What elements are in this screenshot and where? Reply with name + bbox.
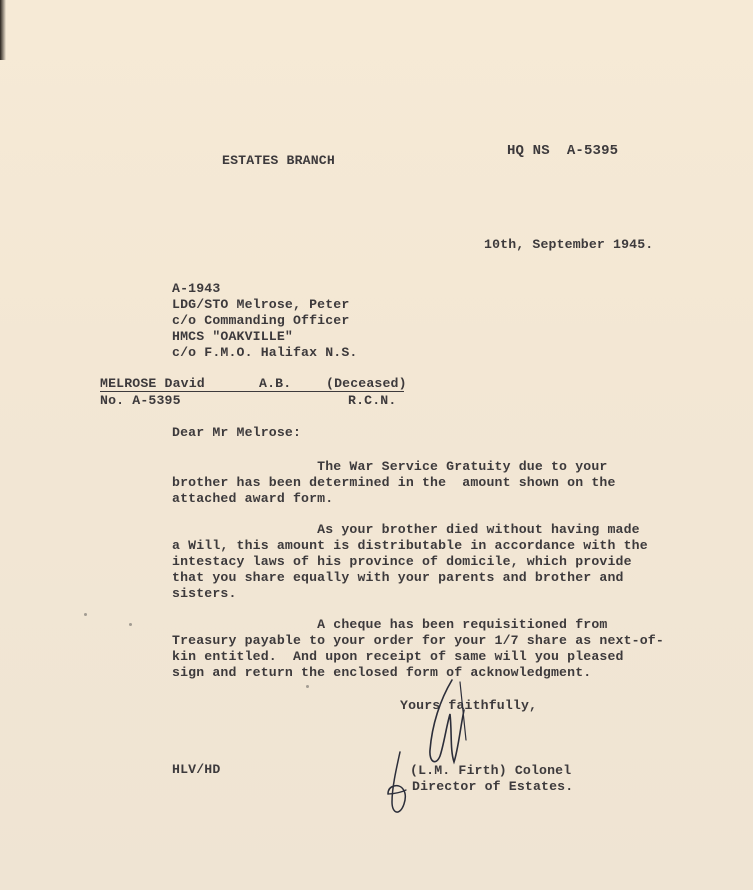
closing: Yours faithfully, [400, 698, 538, 713]
address-line: LDG/STO Melrose, Peter [172, 297, 350, 312]
body-line: attached award form. [172, 491, 334, 506]
signatory-name: (L.M. Firth) Colonel [410, 763, 572, 778]
address-line: c/o F.M.O. Halifax N.S. [172, 345, 358, 360]
body-line: A cheque has been requisitioned from [172, 617, 608, 632]
paper-speck [129, 623, 132, 626]
subject-rank: A.B. [259, 376, 292, 391]
body-line: brother has been determined in the amount shown on the [172, 475, 616, 490]
address-line: HMCS "OAKVILLE" [172, 329, 293, 344]
subject-status: (Deceased) [326, 376, 407, 391]
page-edge-shadow [0, 0, 6, 60]
body-line: that you share equally with your parents and brother and [172, 570, 624, 585]
subject-name: MELROSE David [100, 376, 205, 391]
body-line: a Will, this amount is distributable in accordance with the [172, 538, 648, 553]
salutation: Dear Mr Melrose: [172, 425, 302, 440]
body-line: The War Service Gratuity due to your [172, 459, 608, 474]
body-line: sign and return the enclosed form of acknowledgment. [172, 665, 592, 680]
body-line: kin entitled. And upon receipt of same will you pleased [172, 649, 624, 664]
body-line: sisters. [172, 586, 237, 601]
subject-number: No. A-5395 [100, 393, 181, 408]
address-line: c/o Commanding Officer [172, 313, 350, 328]
letterhead-reference: HQ NS A-5395 [507, 143, 619, 159]
letterhead-branch: ESTATES BRANCH [222, 153, 335, 168]
paper-speck [306, 685, 309, 688]
subject-service: R.C.N. [348, 393, 397, 408]
letter-date: 10th, September 1945. [484, 237, 654, 252]
paper-speck [84, 613, 87, 616]
handwritten-signature-icon [380, 670, 500, 820]
body-line: As your brother died without having made [172, 522, 640, 537]
body-line: intestacy laws of his province of domicile, which provide [172, 554, 632, 569]
signatory-title: Director of Estates. [412, 779, 574, 794]
body-line: Treasury payable to your order for your 1/7 share as next-of- [172, 633, 664, 648]
typist-initials: HLV/HD [172, 762, 221, 777]
address-line: A-1943 [172, 281, 221, 296]
